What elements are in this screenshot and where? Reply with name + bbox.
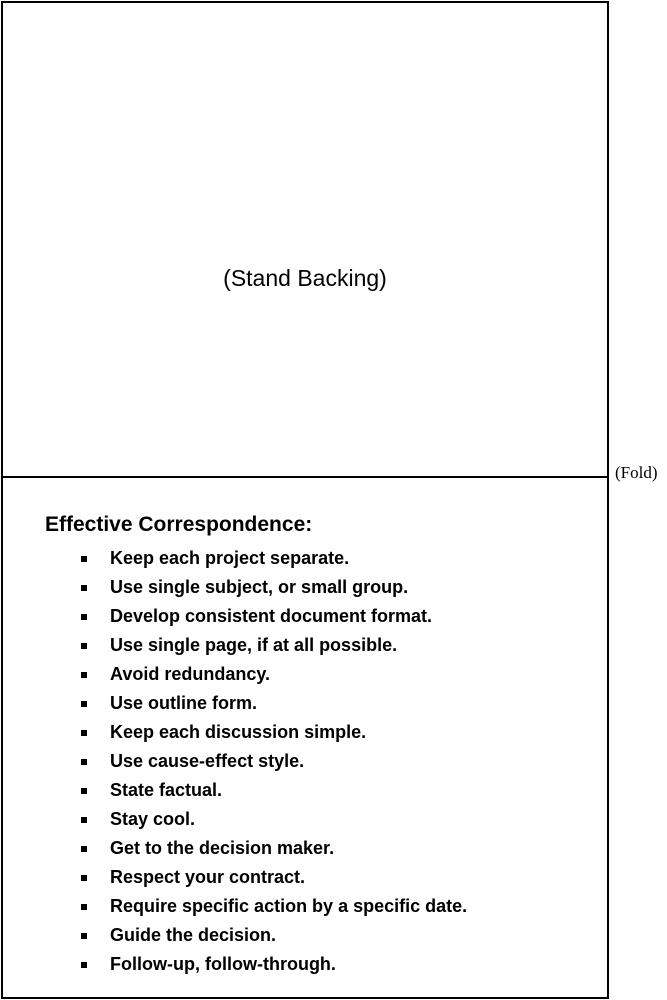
square-bullet-icon [81,730,87,736]
list-item: Guide the decision. [0,921,467,950]
list-item: Keep each discussion simple. [0,718,467,747]
square-bullet-icon [81,672,87,678]
guideline-list [0,544,467,979]
square-bullet-icon [81,643,87,649]
stand-backing-label: (Stand Backing) [223,265,387,291]
square-bullet-icon [81,846,87,852]
section-heading: Effective Correspondence: [45,513,313,536]
list-item: State factual. [0,776,467,805]
list-item: Stay cool. [0,805,467,834]
square-bullet-icon [81,962,87,968]
list-item: Use single page, if at all possible. [0,631,467,660]
list-item: Use cause-effect style. [0,747,467,776]
fold-label: (Fold) [615,463,658,482]
list-item: Avoid redundancy. [0,660,467,689]
list-item: Keep each project separate. [0,544,467,573]
square-bullet-icon [81,788,87,794]
list-item: Use outline form. [0,689,467,718]
list-item: Develop consistent document format. [0,602,467,631]
list-item: Follow-up, follow-through. [0,950,467,979]
square-bullet-icon [81,875,87,881]
square-bullet-icon [81,614,87,620]
list-item: Respect your contract. [0,863,467,892]
square-bullet-icon [81,933,87,939]
square-bullet-icon [81,759,87,765]
square-bullet-icon [81,701,87,707]
stand-backing-panel [3,3,607,478]
square-bullet-icon [81,817,87,823]
square-bullet-icon [81,904,87,910]
list-item: Get to the decision maker. [0,834,467,863]
square-bullet-icon [81,556,87,562]
list-item: Use single subject, or small group. [0,573,467,602]
list-item: Require specific action by a specific date. [0,892,467,921]
square-bullet-icon [81,585,87,591]
